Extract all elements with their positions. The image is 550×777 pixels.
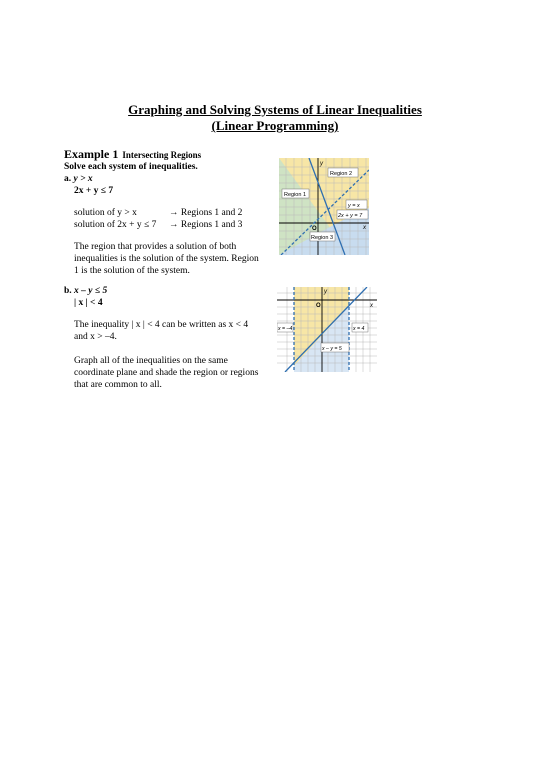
example-heading	[64, 147, 201, 162]
part-b-explanation-1: The inequality | x | < 4 can be written as x < 4 and x > –4.	[74, 320, 249, 342]
origin-label: O	[316, 303, 321, 309]
part-b-inequality-2: | x | < 4	[74, 298, 103, 308]
x-4-label: x = 4	[353, 326, 365, 332]
page-title: Graphing and Solving Systems of Linear Inequalities	[128, 102, 422, 117]
part-a-ineq1	[64, 173, 93, 185]
x-axis-label: x	[370, 303, 373, 309]
region-2-label: Region 2	[330, 171, 353, 177]
solution-2-rhs: → Regions 1 and 3	[169, 220, 243, 230]
instruction: Solve each system of inequalities.	[64, 162, 198, 172]
y-axis-label: y	[320, 161, 323, 167]
part-b-label: b.	[64, 286, 72, 296]
line-y-equals-x-label: y = x	[348, 203, 360, 209]
y-axis-label: y	[324, 289, 327, 295]
part-a-label: a.	[64, 174, 72, 184]
solution-1-lhs: solution of y > x	[74, 208, 137, 218]
solution-2-lhs: solution of 2x + y ≤ 7	[74, 220, 157, 230]
x-neg4-label: x = –4	[278, 326, 293, 332]
origin-label: O	[312, 226, 317, 232]
region-1-label: Region 1	[284, 192, 307, 198]
example-number: Example 1	[64, 147, 119, 161]
page-subtitle: (Linear Programming)	[211, 118, 339, 133]
solution-1-rhs: → Regions 1 and 2	[169, 208, 243, 218]
part-b-ineq1	[64, 285, 107, 297]
example-subheading: Intersecting Regions	[122, 150, 202, 160]
graph-a	[279, 158, 369, 255]
part-a-inequality-1: y > x	[73, 174, 93, 184]
region-3-label: Region 3	[311, 235, 334, 241]
part-b-explanation-2: Graph all of the inequalities on the same coordinate plane and shade the region or regions that are common to all.	[74, 356, 259, 390]
part-b-inequality-1: x – y ≤ 5	[74, 286, 108, 296]
x-axis-label: x	[363, 225, 366, 231]
line-2x-plus-y-label: 2x + y = 7	[338, 213, 363, 219]
x-minus-y-label: x – y = 5	[322, 346, 342, 352]
part-a-explanation: The region that provides a solution of both inequalities is the solution of the system. Region 1 is the solution of the system.	[74, 242, 259, 276]
part-a-inequality-2: 2x + y ≤ 7	[74, 186, 114, 196]
graph-b	[277, 287, 377, 372]
